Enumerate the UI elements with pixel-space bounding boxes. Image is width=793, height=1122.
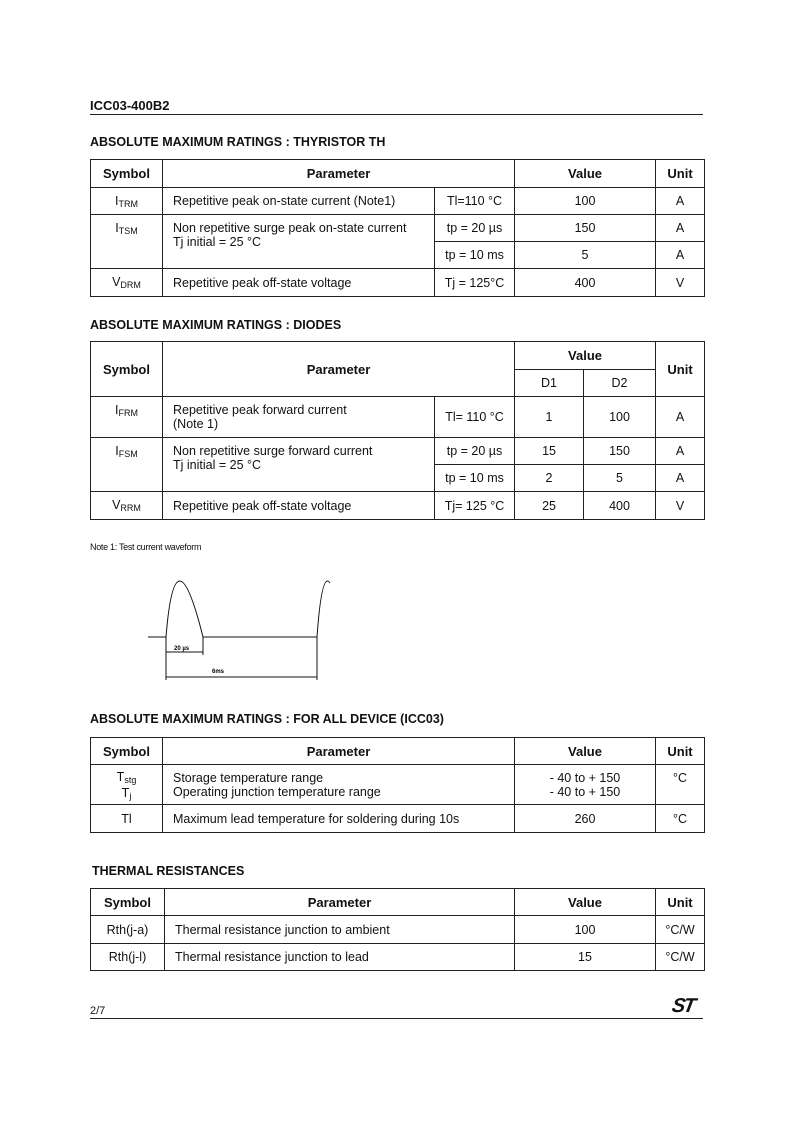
text: I (115, 193, 119, 208)
text: TRM (118, 198, 138, 209)
table-cell: A (656, 397, 705, 438)
table-cell (91, 438, 163, 492)
table-row (91, 916, 705, 944)
text: TSM (118, 226, 138, 236)
table-cell (91, 188, 163, 215)
text: I (115, 221, 119, 235)
waveform-diagram (140, 555, 330, 685)
table-cell: A (656, 242, 705, 269)
period-label: 6ms (212, 669, 225, 675)
text: RRM (120, 503, 141, 513)
table-cell: Tl=110 °C (435, 188, 515, 215)
page-number: 2/7 (90, 1005, 106, 1017)
table-row (91, 492, 705, 520)
diodes-table (90, 341, 705, 520)
table-cell: 100 (515, 916, 656, 944)
text (97, 771, 156, 787)
table-cell (91, 269, 163, 297)
thermal-title: THERMAL RESISTANCES (92, 864, 245, 878)
table-cell: tp = 10 ms (435, 465, 515, 492)
table-cell: 5 (584, 465, 656, 492)
table-cell: A (656, 438, 705, 465)
table-cell: Repetitive peak on-state current (Note1) (163, 188, 435, 215)
col-symbol: Symbol (91, 738, 163, 765)
text: DRM (120, 280, 141, 290)
diodes-title: ABSOLUTE MAXIMUM RATINGS : DIODES (90, 318, 342, 332)
table-cell: Tl (91, 805, 163, 833)
part-number: ICC03-400B2 (90, 98, 170, 113)
table-cell (515, 765, 656, 805)
col-symbol: Symbol (91, 889, 165, 916)
st-logo (670, 995, 696, 1018)
table-cell: 25 (515, 492, 584, 520)
table-cell: tp = 20 µs (435, 438, 515, 465)
col-parameter: Parameter (163, 738, 515, 765)
table-cell (91, 397, 163, 438)
thyristor-title: ABSOLUTE MAXIMUM RATINGS : THYRISTOR TH (90, 135, 386, 149)
table-cell: °C/W (656, 916, 705, 944)
table-cell (163, 438, 435, 492)
table-cell: tp = 20 µs (435, 215, 515, 242)
thermal-table (90, 888, 705, 971)
table-cell: Thermal resistance junction to ambient (165, 916, 515, 944)
table-cell: Maximum lead temperature for soldering during 10s (163, 805, 515, 833)
table-cell: A (656, 465, 705, 492)
table-cell: 15 (515, 944, 656, 971)
col-unit: Unit (656, 160, 705, 188)
table-cell: A (656, 215, 705, 242)
col-value: Value (515, 738, 656, 765)
table-row (91, 397, 705, 438)
table-cell: 150 (584, 438, 656, 465)
text: I (115, 403, 119, 417)
alldevice-title: ABSOLUTE MAXIMUM RATINGS : FOR ALL DEVICE (ICC03) (90, 712, 444, 726)
table-row (91, 215, 705, 242)
text: Non repetitive surge peak on-state current (173, 221, 407, 235)
table-cell: V (656, 269, 705, 297)
table-cell: Tj = 125°C (435, 269, 515, 297)
col-unit: Unit (656, 738, 705, 765)
table-cell: 100 (515, 188, 656, 215)
col-symbol: Symbol (91, 160, 163, 188)
pulse-label: 20 µs (174, 646, 190, 652)
table-cell: 1 (515, 397, 584, 438)
table-cell: °C/W (656, 944, 705, 971)
col-value: Value (515, 342, 656, 370)
text: ST (670, 995, 696, 1017)
text: Storage temperature range (173, 771, 324, 785)
table-cell: 400 (515, 269, 656, 297)
col-d2: D2 (584, 370, 656, 397)
text: T (121, 786, 130, 800)
table-cell (163, 397, 435, 438)
text: T (116, 770, 125, 784)
table-cell (163, 765, 515, 805)
table-row (91, 188, 705, 215)
col-symbol: Symbol (91, 342, 163, 397)
col-value: Value (515, 889, 656, 916)
text: j (129, 791, 132, 801)
table-cell: °C (656, 765, 705, 805)
table-cell: Tj= 125 °C (435, 492, 515, 520)
col-unit: Unit (656, 889, 705, 916)
table-cell: Tl= 110 °C (435, 397, 515, 438)
text: Non repetitive surge forward current (173, 444, 373, 458)
text: (Note 1) (173, 417, 219, 431)
text: Tj initial = 25 °C (173, 235, 262, 249)
text: FRM (118, 408, 138, 418)
col-parameter: Parameter (163, 160, 515, 188)
text (97, 787, 156, 803)
table-cell: 5 (515, 242, 656, 269)
table-row (91, 438, 705, 465)
text: FSM (118, 449, 138, 459)
header-rule (90, 114, 703, 115)
table-cell (91, 765, 163, 805)
table-cell: 100 (584, 397, 656, 438)
table-cell: 150 (515, 215, 656, 242)
table-cell: A (656, 188, 705, 215)
alldevice-table (90, 737, 705, 833)
table-cell (91, 492, 163, 520)
text: Tj initial = 25 °C (173, 458, 262, 472)
table-row (91, 269, 705, 297)
table-cell: tp = 10 ms (435, 242, 515, 269)
note-text: Note 1: Test current waveform (90, 542, 202, 552)
text: V (112, 498, 121, 512)
footer-rule (90, 1018, 703, 1019)
text: - 40 to + 150 (549, 771, 621, 785)
table-cell (163, 215, 435, 269)
col-unit: Unit (656, 342, 705, 397)
table-cell: 15 (515, 438, 584, 465)
table-cell: 260 (515, 805, 656, 833)
text: - 40 to + 150 (549, 785, 621, 799)
col-parameter: Parameter (165, 889, 515, 916)
table-row (91, 944, 705, 971)
table-cell: Rth(j-a) (91, 916, 165, 944)
table-cell (91, 215, 163, 269)
table-cell: 400 (584, 492, 656, 520)
table-cell: Repetitive peak off-state voltage (163, 492, 435, 520)
col-d1: D1 (515, 370, 584, 397)
text: stg (124, 775, 137, 785)
table-row (91, 765, 705, 805)
text: Operating junction temperature range (173, 785, 381, 799)
table-cell: 2 (515, 465, 584, 492)
text: V (112, 275, 121, 289)
table-row (91, 805, 705, 833)
text: Repetitive peak forward current (173, 403, 347, 417)
text: I (115, 444, 119, 458)
table-cell: °C (656, 805, 705, 833)
table-cell: Rth(j-l) (91, 944, 165, 971)
table-cell: Thermal resistance junction to lead (165, 944, 515, 971)
table-cell: Repetitive peak off-state voltage (163, 269, 435, 297)
table-cell: V (656, 492, 705, 520)
col-value: Value (515, 160, 656, 188)
thyristor-table (90, 159, 705, 297)
col-parameter: Parameter (163, 342, 515, 397)
